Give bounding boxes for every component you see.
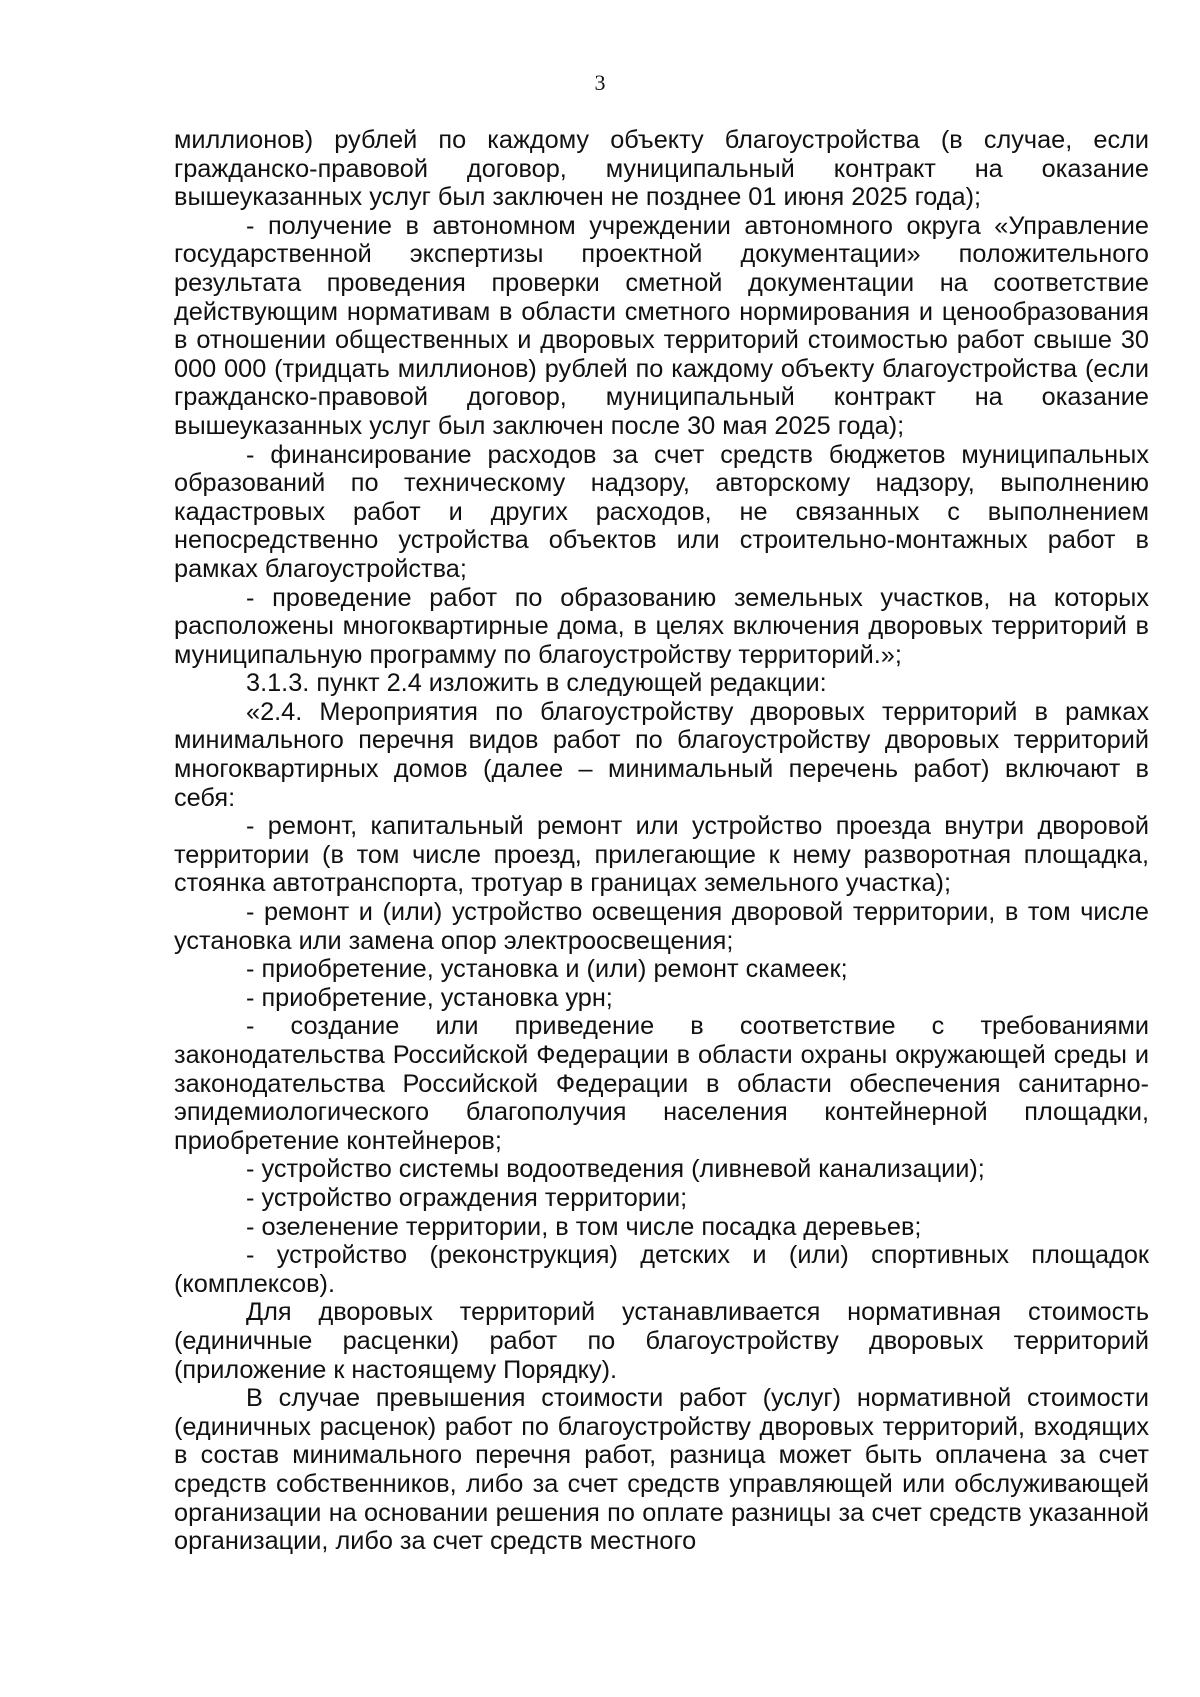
paragraph-clause-3-1-3: 3.1.3. пункт 2.4 изложить в следующей редакции:	[246, 669, 827, 698]
list-item-fencing: - устройство ограждения территории;	[246, 1183, 688, 1212]
paragraph-land-plots-item: - проведение работ по образованию земельных участков, на которых расположены многоквартирные дома, в целях включения дворовых территорий в муниципальную программу по благоустройству территорий.»;	[174, 583, 1149, 669]
paragraph-financing-item: - финансирование расходов за счет средств бюджетов муниципальных образований по техническому надзору, авторскому надзору, выполнению кадастровых работ и других расходов, не связанных с выполнением непосредственно устройства объектов или строительно-монтажных работ в рамках благоустройства;	[174, 440, 1149, 583]
paragraph-clause-2-4: «2.4. Мероприятия по благоустройству дворовых территорий в рамках минимального перечня видов работ по благоустройству дворовых территорий многоквартирных домов (далее – минимальный перечень работ) включают в себя:	[174, 697, 1149, 812]
document-body	[174, 126, 1149, 1556]
paragraph-normative-cost: Для дворовых территорий устанавливается нормативная стоимость (единичные расценки) работ по благоустройству дворовых территорий (приложение к настоящему Порядку).	[174, 1298, 1149, 1384]
list-item-playgrounds: - устройство (реконструкция) детских и (или) спортивных площадок (комплексов).	[174, 1241, 1149, 1298]
paragraph-expertise-item: - получение в автономном учреждении автономного округа «Управление государственной экспертизы проектной документации» положительного результата проведения проверки сметной документации на соответствие действующим нормативам в области сметного нормирования и ценообразования в отношении общественных и дворовых территорий стоимостью работ свыше 30 000 000 (тридцать миллионов) рублей по каждому объекту благоустройства (если гражданско-правовой договор, муниципальный контракт на оказание вышеуказанных услуг был заключен после 30 мая 2025 года);	[174, 211, 1149, 440]
list-item-lighting: - ремонт и (или) устройство освещения дворовой территории, в том числе установка или замена опор электроосвещения;	[174, 898, 1149, 955]
list-item-driveway-repair: - ремонт, капитальный ремонт или устройство проезда внутри дворовой территории (в том числе проезд, прилегающие к нему разворотная площадка, стоянка автотранспорта, тротуар в границах земельного участка);	[174, 812, 1149, 898]
paragraph-cost-excess: В случае превышения стоимости работ (услуг) нормативной стоимости (единичных расценок) работ по благоустройству дворовых территорий, входящих в состав минимального перечня работ, разница может быть оплачена за счет средств собственников, либо за счет средств управляющей или обслуживающей организации на основании решения по оплате разницы за счет средств указанной организации, либо за счет средств местного	[174, 1384, 1149, 1556]
list-item-urns: - приобретение, установка урн;	[246, 983, 613, 1012]
list-item-benches: - приобретение, установка и (или) ремонт скамеек;	[246, 955, 848, 984]
list-item-container-site: - создание или приведение в соответствие с требованиями законодательства Российской Федерации в области охраны окружающей среды и законодательства Российской Федерации в области обеспечения санитарно-эпидемиологического благополучия населения контейнерной площадки, приобретение контейнеров;	[174, 1012, 1149, 1155]
paragraph-continuation: миллионов) рублей по каждому объекту благоустройства (в случае, если гражданско-правовой договор, муниципальный контракт на оказание вышеуказанных услуг был заключен не позднее 01 июня 2025 года);	[174, 126, 1149, 212]
list-item-drainage: - устройство системы водоотведения (ливневой канализации);	[246, 1155, 985, 1184]
list-item-landscaping: - озеленение территории, в том числе посадка деревьев;	[246, 1212, 922, 1241]
page-number: 3	[594, 70, 606, 95]
